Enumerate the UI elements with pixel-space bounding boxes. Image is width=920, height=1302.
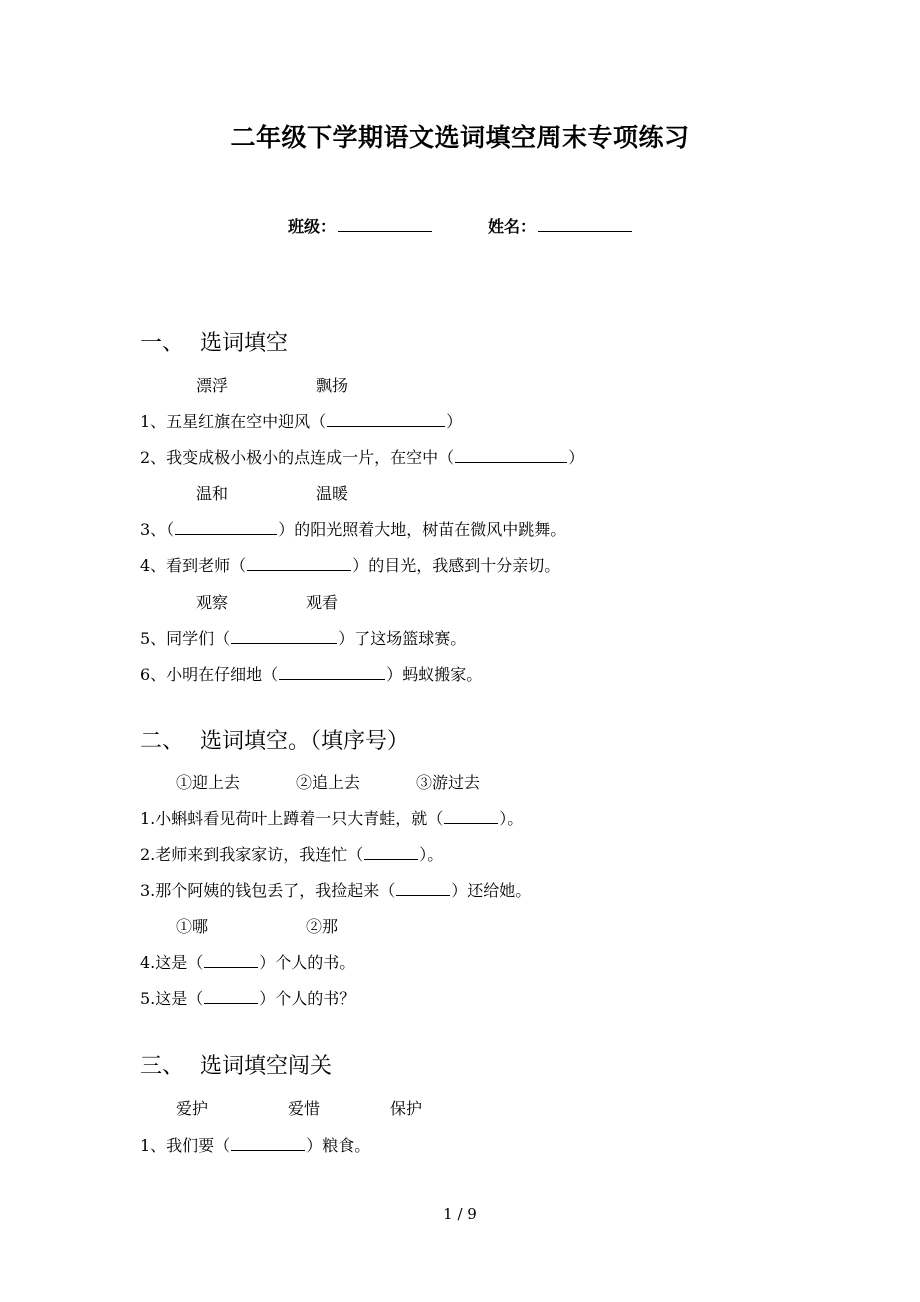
word-option: ②那 [306,917,339,936]
question [140,553,560,576]
question-text: ）还给她。 [451,881,532,900]
question-text: 3、（ [140,520,175,539]
question-text: ）个人的书？ [259,989,356,1008]
word-option: 爱护 [176,1099,209,1118]
question-text: ）的目光，我感到十分亲切。 [352,556,561,575]
class-label: 班级： [287,217,336,236]
question [140,950,355,973]
word-option: ②追上去 [296,773,361,792]
question-text: ）。 [499,809,524,828]
question-text: 3.那个阿姨的钱包丢了，我捡起来（ [140,881,396,900]
word-option: 温和 [196,484,229,503]
question [140,445,584,468]
question [140,1133,370,1156]
question [140,517,566,540]
word-bank [196,373,348,396]
word-option: 保护 [390,1099,423,1118]
word-option: 爱惜 [288,1099,321,1118]
question-text: ）粮食。 [306,1136,371,1155]
question-text: 6、小明在仔细地（ [140,665,279,684]
answer-blank[interactable] [364,847,418,860]
question-text: 4.这是（ [140,953,204,972]
word-option: ③游过去 [416,773,481,792]
question-text: 1、我们要（ [140,1136,231,1155]
answer-blank[interactable] [279,667,385,680]
question-text: ） [568,448,585,467]
question [140,842,443,865]
section-number: 一、 [140,331,185,356]
word-option: 温暖 [316,484,349,503]
word-bank [196,590,338,613]
question-text: ）了这场篮球赛。 [338,629,467,648]
student-info [0,214,920,237]
answer-blank[interactable] [231,1138,305,1151]
word-bank [176,770,480,793]
question-text: 2.老师来到我家家访，我连忙（ [140,845,364,864]
question [140,986,355,1009]
section-heading: 选词填空 [200,331,289,356]
question-text: ）个人的书。 [259,953,356,972]
question-text: ） [446,412,463,431]
word-option: 观看 [306,593,339,612]
question-text: 5、同学们（ [140,629,231,648]
section-1-title [140,326,288,357]
answer-blank[interactable] [175,522,277,535]
question [140,662,482,685]
page-title: 二年级下学期语文选词填空周末专项练习 [230,123,690,152]
question [140,626,466,649]
question [140,409,462,432]
name-label: 姓名： [488,217,537,236]
answer-blank[interactable] [231,631,337,644]
answer-blank[interactable] [327,414,445,427]
question-text: 5.这是（ [140,989,204,1008]
answer-blank[interactable] [455,450,567,463]
word-option: 漂浮 [196,376,229,395]
question-text: 1、五星红旗在空中迎风（ [140,412,327,431]
section-2-title [140,724,409,755]
question-text: ）蚂蚁搬家。 [386,665,483,684]
word-bank [176,914,338,937]
name-field[interactable] [538,217,632,232]
section-heading: 选词填空。（填序号） [200,729,410,754]
word-option: 飘扬 [316,376,349,395]
word-bank [196,481,348,504]
section-3-title [140,1049,332,1080]
question [140,878,531,901]
section-number: 二、 [140,729,185,754]
answer-blank[interactable] [247,558,351,571]
answer-blank[interactable] [444,811,498,824]
class-field[interactable] [338,217,432,232]
word-option: ①哪 [176,917,209,936]
question-text: ）的阳光照着大地，树苗在微风中跳舞。 [278,520,567,539]
word-option: 观察 [196,593,229,612]
question-text: ）。 [419,845,444,864]
question-text: 4、看到老师（ [140,556,247,575]
page-number: 1 / 9 [443,1205,477,1223]
answer-blank[interactable] [396,883,450,896]
question-text: 2、我变成极小极小的点连成一片，在空中（ [140,448,455,467]
answer-blank[interactable] [204,991,258,1004]
word-bank [176,1096,422,1119]
question-text: 1.小蝌蚪看见荷叶上蹲着一只大青蛙，就（ [140,809,444,828]
word-option: ①迎上去 [176,773,241,792]
answer-blank[interactable] [204,955,258,968]
section-heading: 选词填空闯关 [200,1054,333,1079]
section-number: 三、 [140,1054,185,1079]
question [140,806,523,829]
